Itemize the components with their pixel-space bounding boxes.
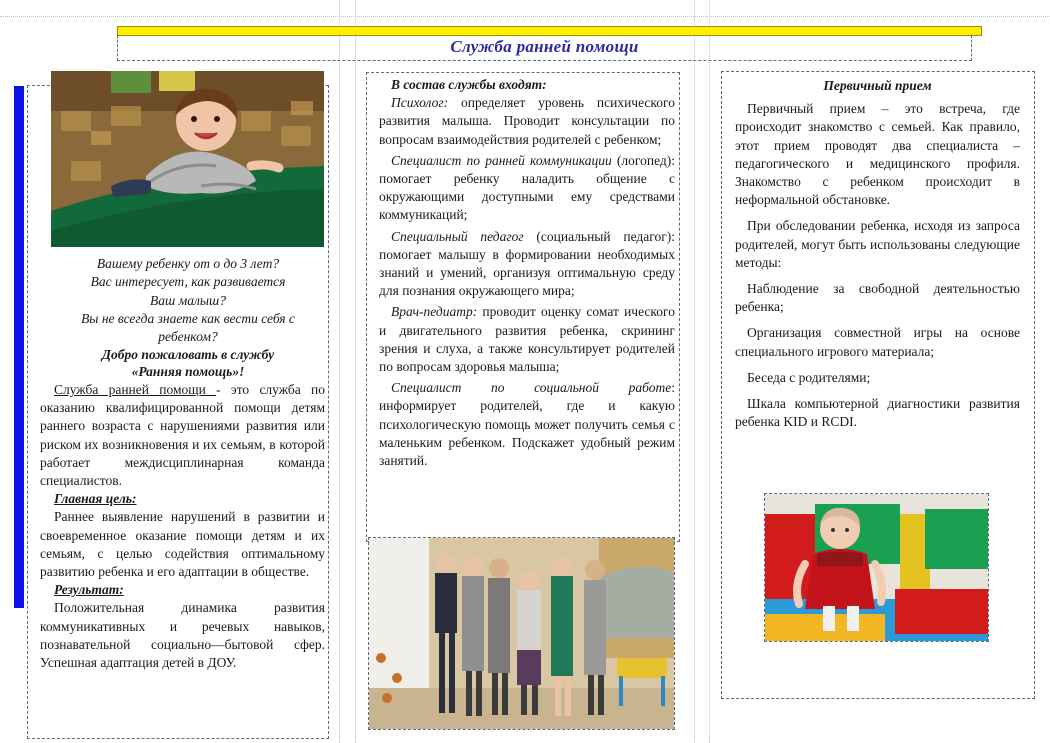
question-line: ребенком? [158,329,218,345]
team-composition [379,76,675,470]
accent-bar [14,86,24,608]
specialist-item: Специальный педагог (социальный педагог): помогает малышу в формировании необходимых знаний и умений, организуя оптимальную среду для познания окружающего мира; [379,228,675,299]
specialist-item: Специалист по ранней коммуникации (логопед): помогает ребенку наладить общение с окружающими доступными ему средствами коммуникаций; [379,152,675,223]
reception-title: Первичный прием [823,78,932,93]
method-item: Наблюдение за свободной деятельностью ребенка; [735,281,1020,315]
welcome-line: Добро пожаловать в службу [101,347,275,362]
question-line: Ваш малыш? [150,292,226,308]
method-item: Беседа с родителями; [747,369,871,385]
question-line: Вас интересует, как развивается [90,274,286,290]
service-description [40,381,325,672]
result-heading: Результат: [54,582,124,598]
photo-staff-group [368,537,675,730]
reception-paragraph: При обследовании ребенка, исходя из запроса родителей, могут быть использованы следующие методы: [735,218,1020,270]
specialist-item: Специалист по социальной работе: информирует родителей, где и какую психологическую помощь может получить семья с маленьким ребенком. Подскажет удобный режим занятий. [379,380,675,469]
result-text: Положительная динамика развития коммуникативных и речевых навыков, познавательной социально—бытовой сфер. Успешная адаптация детей в ДОУ. [40,600,325,671]
layout-guide [0,16,1050,17]
question-line: Вы не всегда знаете как вести себя с [81,310,295,326]
service-term: Служба ранней помощи [54,382,217,397]
method-item: Шкала компьютерной диагностики развития ребенка KID и RCDI. [735,396,1020,430]
specialist-item: Психолог: определяет уровень психического развития малыша. Проводит консультации по вопросам взаимодействия родителей с ребенком; [379,95,675,147]
goal-heading: Главная цель: [54,491,137,507]
team-heading: В состав службы входят: [391,77,547,92]
layout-guide [694,0,695,743]
photo-toddler [764,493,989,642]
reception-paragraph: Первичный прием – это встреча, где происходит знакомство с семьей. Как правило, этот прием проводят два специалиста – педагогического и медицинского профиля. Знакомство с ребенком происходит в неформальной обстановке. [735,101,1020,208]
title-box [117,35,972,61]
intro-paragraph [40,381,325,490]
goal-text: Раннее выявление нарушений в развитии и своевременное оказание помощи детям и их семьям, с целью содействия оптимальному развитию ребенка и его адаптации в обществе. [40,509,325,580]
photo-baby [51,71,324,247]
initial-reception [735,77,1020,431]
layout-guide [339,0,340,743]
intro-questions [46,255,330,346]
intro-text: - это служба по оказанию квалифицированной помощи детям раннего возраста с нарушениями развития или риском их возникновения и их семьям, в которой работает междисциплинарная команда специалистов. [40,382,325,489]
page-title: Служба ранней помощи [450,37,639,56]
welcome-text [46,346,330,380]
welcome-line: «Ранняя помощь»! [131,364,245,379]
layout-guide [355,0,356,743]
layout-guide [709,0,710,743]
question-line: Вашему ребенку от о до 3 лет? [96,256,280,271]
method-item: Организация совместной игры на основе специального игрового материала; [735,325,1020,359]
specialist-item: Врач-педиатр: проводит оценку сомат ического и двигательного развития ребенка, скрининг зрения и слуха, а также консультирует родителей по вопросам здоровья малыша; [379,304,675,375]
